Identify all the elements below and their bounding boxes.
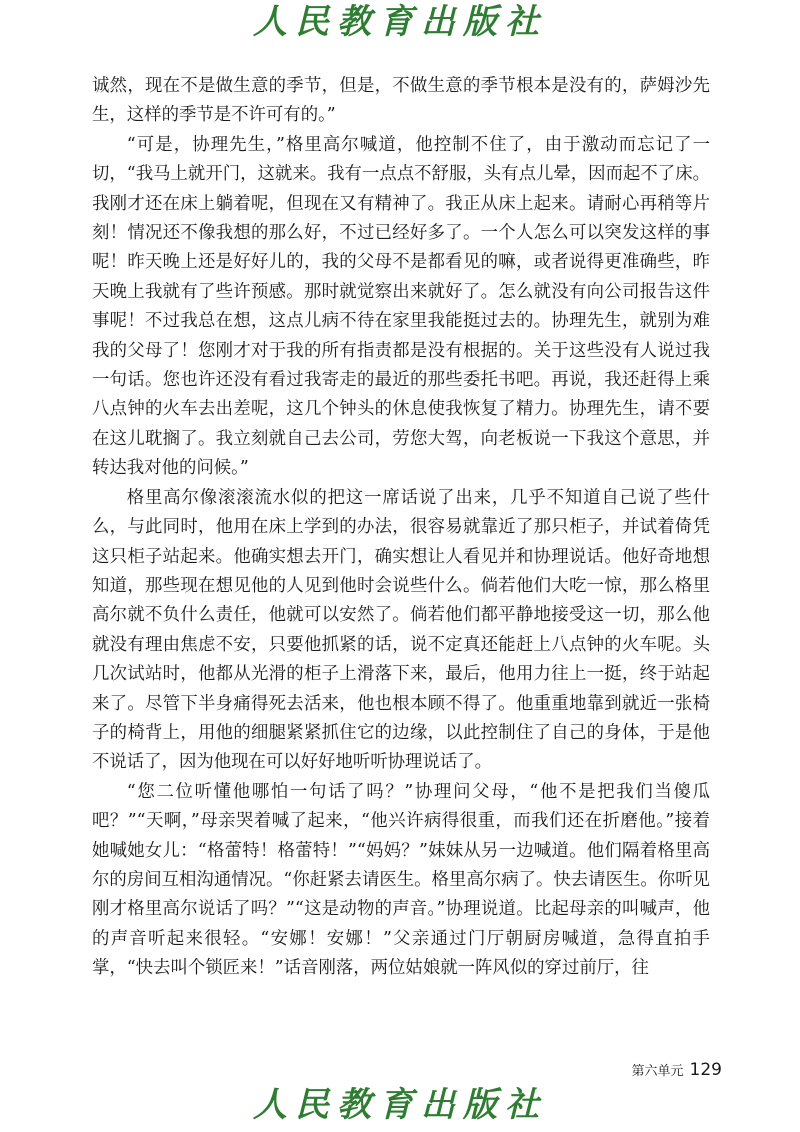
- unit-label: 第六单元: [631, 1064, 684, 1079]
- paragraph-1: 诚然，现在不是做生意的季节，但是，不做生意的季节根本是没有的，萨姆沙先生，这样的季节是不许可有的。”: [92, 76, 710, 126]
- paragraph-3: 格里高尔像滚滚流水似的把这一席话说了出来，几乎不知道自己说了些什么，与此同时，他用在床上学到的办法，很容易就靠近了那只柜子，并试着倚凭这只柜子站起来。他确实想去开门，确实想让人看见并和协理说话。他好奇地想知道，那些现在想见他的人见到他时会说些什么。倘若他们大吃一惊，那么格里高尔就不负什么责任，他就可以安然了。倘若他们都平静地接受这一切，那么他就没有理由焦虑不安，只要他抓紧的话，说不定真还能赶上八点钟的火车呢。头几次试站时，他都从光滑的柜子上滑落下来，最后，他用力往上一挺，终于站起来了。尽管下半身痛得死去活来，他也根本顾不得了。他重重地靠到就近一张椅子的椅背上，用他的细腿紧紧抓住它的边缘，以此控制住了自己的身体，于是他不说话了，因为他现在可以好好地听听协理说话了。: [92, 487, 710, 773]
- publisher-logo-footer: 人民教育出版社: [253, 1085, 547, 1125]
- page-body: [92, 72, 710, 984]
- paragraph-4: “您二位听懂他哪怕一句话了吗？”协理问父母，“他不是把我们当傻瓜吧？”“天啊，”母亲哭着喊了起来，“他兴许病得很重，而我们还在折磨他。”接着她喊她女儿：“格蕾特！格蕾特！”“妈妈？”妹妹从另一边喊道。他们隔着格里高尔的房间互相沟通情况。“你赶紧去请医生。格里高尔病了。快去请医生。你听见刚才格里高尔说话了吗？”“这是动物的声音。”协理说道。比起母亲的叫喊声，他的声音听起来很轻。“安娜！安娜！”父亲通过门厅朝厨房喊道，急得直拍手掌，“快去叫个锁匠来！”话音刚落，两位姑娘就一阵风似的穿过前厅，往: [92, 781, 710, 979]
- publisher-logo-header: 人民教育出版社: [253, 2, 547, 42]
- page-number: 129: [689, 1060, 722, 1080]
- page-footer: [632, 1060, 722, 1080]
- paragraph-2: “可是，协理先生，”格里高尔喊道，他控制不住了，由于激动而忘记了一切，“我马上就开门，这就来。我有一点点不舒服，头有点儿晕，因而起不了床。我刚才还在床上躺着呢，但现在又有精神了。我正从床上起来。请耐心再稍等片刻！情况还不像我想的那么好，不过已经好多了。一个人怎么可以突发这样的事呢！昨天晚上还是好好儿的，我的父母不是都看见的嘛，或者说得更准确些，昨天晚上我就有了些许预感。那时就觉察出来就好了。怎么就没有向公司报告这件事呢！不过我总在想，这点儿病不待在家里我能挺过去的。协理先生，就别为难我的父母了！您刚才对于我的所有指责都是没有根据的。关于这些没有人说过我一句话。您也许还没有看过我寄走的最近的那些委托书吧。再说，我还赶得上乘八点钟的火车去出差呢，这几个钟头的休息使我恢复了精力。协理先生，请不要在这儿耽搁了。我立刻就自己去公司，劳您大驾，向老板说一下我这个意思，并转达我对他的问候。”: [92, 134, 710, 479]
